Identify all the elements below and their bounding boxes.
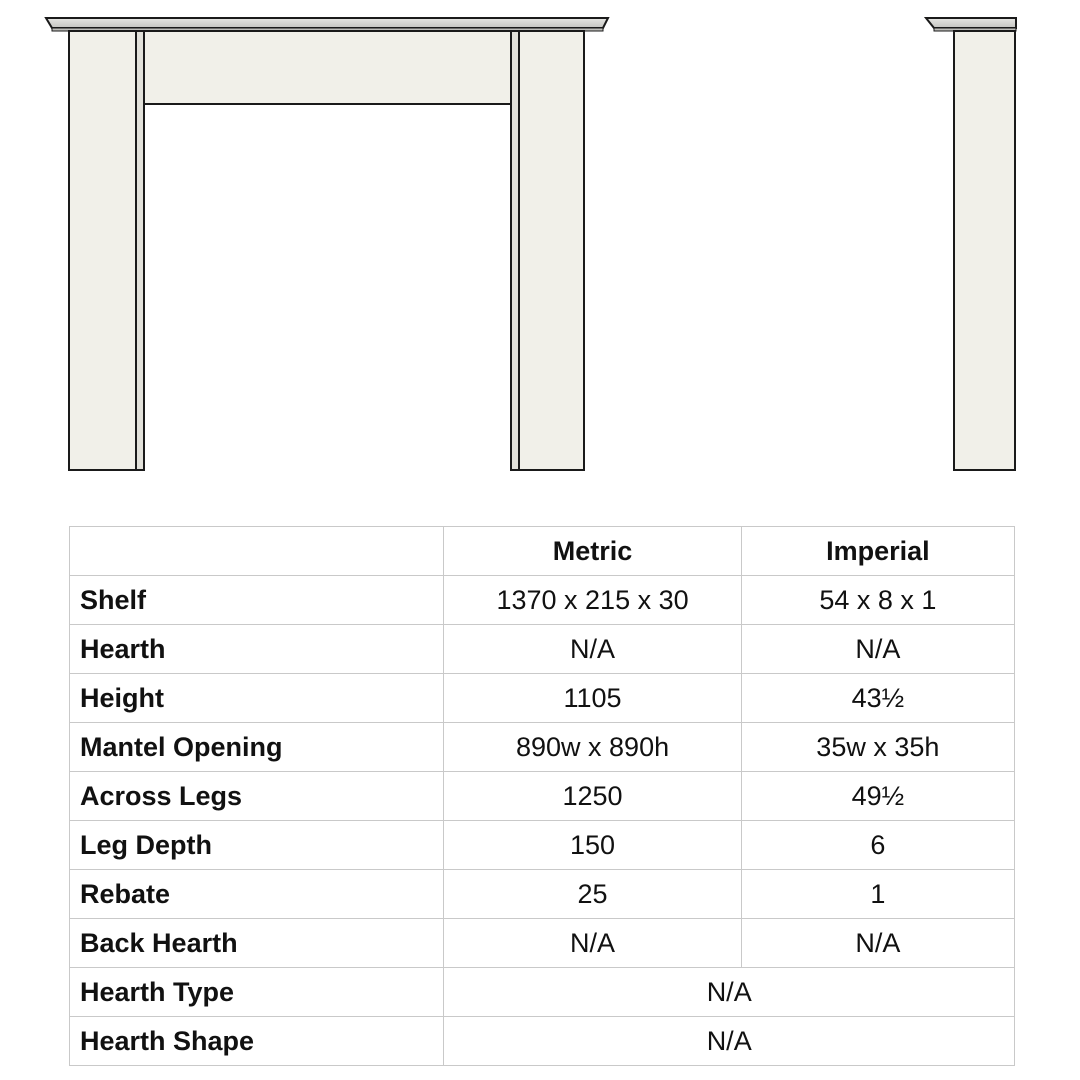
table-row: [70, 919, 1015, 968]
metric-value: 890w x 890h: [444, 723, 741, 772]
metric-value: 1105: [444, 674, 741, 723]
fireplace-drawing: [0, 0, 1080, 500]
row-label: Shelf: [70, 576, 444, 625]
right-leg: [519, 31, 584, 470]
table-row: [70, 821, 1015, 870]
row-label: Hearth Type: [70, 968, 444, 1017]
table-row: [70, 674, 1015, 723]
merged-value: N/A: [444, 968, 1015, 1017]
metric-value: 1250: [444, 772, 741, 821]
imperial-value: N/A: [741, 919, 1014, 968]
merged-value: N/A: [444, 1017, 1015, 1066]
metric-value: N/A: [444, 625, 741, 674]
row-label: Leg Depth: [70, 821, 444, 870]
metric-value: 150: [444, 821, 741, 870]
side-shelf: [926, 18, 1016, 28]
front-elevation: [46, 18, 608, 470]
imperial-value: 6: [741, 821, 1014, 870]
imperial-value: 54 x 8 x 1: [741, 576, 1014, 625]
dimensions-table: [69, 526, 1015, 1066]
left-leg-rebate: [136, 31, 144, 470]
header-imperial: Imperial: [741, 527, 1014, 576]
front-frieze: [144, 31, 511, 104]
side-leg: [954, 31, 1015, 470]
table-row: [70, 772, 1015, 821]
front-shelf: [46, 18, 608, 28]
table-row-merged: [70, 1017, 1015, 1066]
row-label: Hearth Shape: [70, 1017, 444, 1066]
row-label: Hearth: [70, 625, 444, 674]
table-row: [70, 870, 1015, 919]
imperial-value: 43½: [741, 674, 1014, 723]
left-leg: [69, 31, 136, 470]
row-label: Back Hearth: [70, 919, 444, 968]
metric-value: 1370 x 215 x 30: [444, 576, 741, 625]
table-header-row: [70, 527, 1015, 576]
table-row-merged: [70, 968, 1015, 1017]
row-label: Height: [70, 674, 444, 723]
table-row: [70, 625, 1015, 674]
metric-value: N/A: [444, 919, 741, 968]
row-label: Rebate: [70, 870, 444, 919]
imperial-value: N/A: [741, 625, 1014, 674]
imperial-value: 35w x 35h: [741, 723, 1014, 772]
header-metric: Metric: [444, 527, 741, 576]
imperial-value: 1: [741, 870, 1014, 919]
side-elevation: [926, 18, 1016, 470]
table-row: [70, 723, 1015, 772]
metric-value: 25: [444, 870, 741, 919]
imperial-value: 49½: [741, 772, 1014, 821]
row-label: Across Legs: [70, 772, 444, 821]
row-label: Mantel Opening: [70, 723, 444, 772]
table-row: [70, 576, 1015, 625]
header-empty-cell: [70, 527, 444, 576]
right-leg-rebate: [511, 31, 519, 470]
